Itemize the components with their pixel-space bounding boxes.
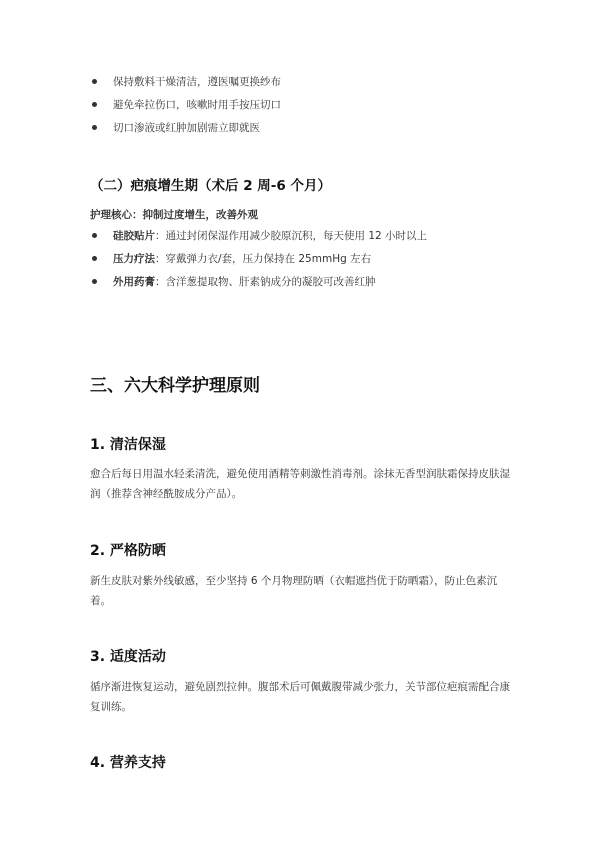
section-heading: 三、六大科学护理原则	[90, 376, 260, 396]
list-item-text: ：穿戴弹力衣/套，压力保持在 25mmHg 左右	[155, 253, 372, 265]
principle-text: 循序渐进恢复运动，避免剧烈拉伸。腹部术后可佩戴腹带减少张力，关节部位疤痕需配合康复训练。	[90, 681, 510, 713]
list-item-text: ：通过封闭保湿作用减少胶原沉积，每天使用 12 小时以上	[155, 230, 428, 242]
list-item	[90, 121, 281, 144]
bullet-icon	[92, 279, 97, 284]
list-item	[90, 229, 427, 252]
bullet-icon	[92, 79, 97, 84]
list-item	[90, 98, 281, 121]
list-item	[90, 75, 281, 98]
list-item-text: ：含洋葱提取物、肝素钠成分的凝胶可改善红肿	[155, 276, 376, 288]
bullet-icon	[92, 102, 97, 107]
list-item-text: 切口渗液或红肿加剧需立即就医	[113, 122, 260, 134]
principle-heading: 4. 营养支持	[90, 755, 166, 771]
principle-heading: 2. 严格防晒	[90, 543, 166, 559]
list-item-term: 外用药膏	[113, 276, 155, 288]
bullet-icon	[92, 233, 97, 238]
principle-text: 愈合后每日用温水轻柔清洗，避免使用酒精等刺激性消毒剂。涂抹无香型润肤霜保持皮肤湿润（推荐含神经酰胺成分产品）。	[90, 468, 510, 500]
scar-care-list	[90, 229, 427, 298]
list-item-term: 硅胶贴片	[113, 230, 155, 242]
list-item-text: 避免牵拉伤口，咳嗽时用手按压切口	[113, 99, 281, 111]
principle-text: 新生皮肤对紫外线敏感，至少坚持 6 个月物理防晒（衣帽遮挡优于防晒霜），防止色素沉着。	[90, 575, 498, 607]
list-item	[90, 252, 427, 275]
subsection-title: （二）疤痕增生期（术后 2 周-6 个月）	[90, 178, 331, 194]
care-focus: 护理核心：抑制过度增生，改善外观	[90, 209, 258, 221]
bullet-icon	[92, 125, 97, 130]
principle-heading: 1. 清洁保湿	[90, 437, 166, 453]
bullet-icon	[92, 256, 97, 261]
list-item	[90, 275, 427, 298]
wound-care-list	[90, 75, 281, 144]
list-item-text: 保持敷料干燥清洁，遵医嘱更换纱布	[113, 76, 281, 88]
list-item-term: 压力疗法	[113, 253, 155, 265]
principle-heading: 3. 适度活动	[90, 649, 166, 665]
